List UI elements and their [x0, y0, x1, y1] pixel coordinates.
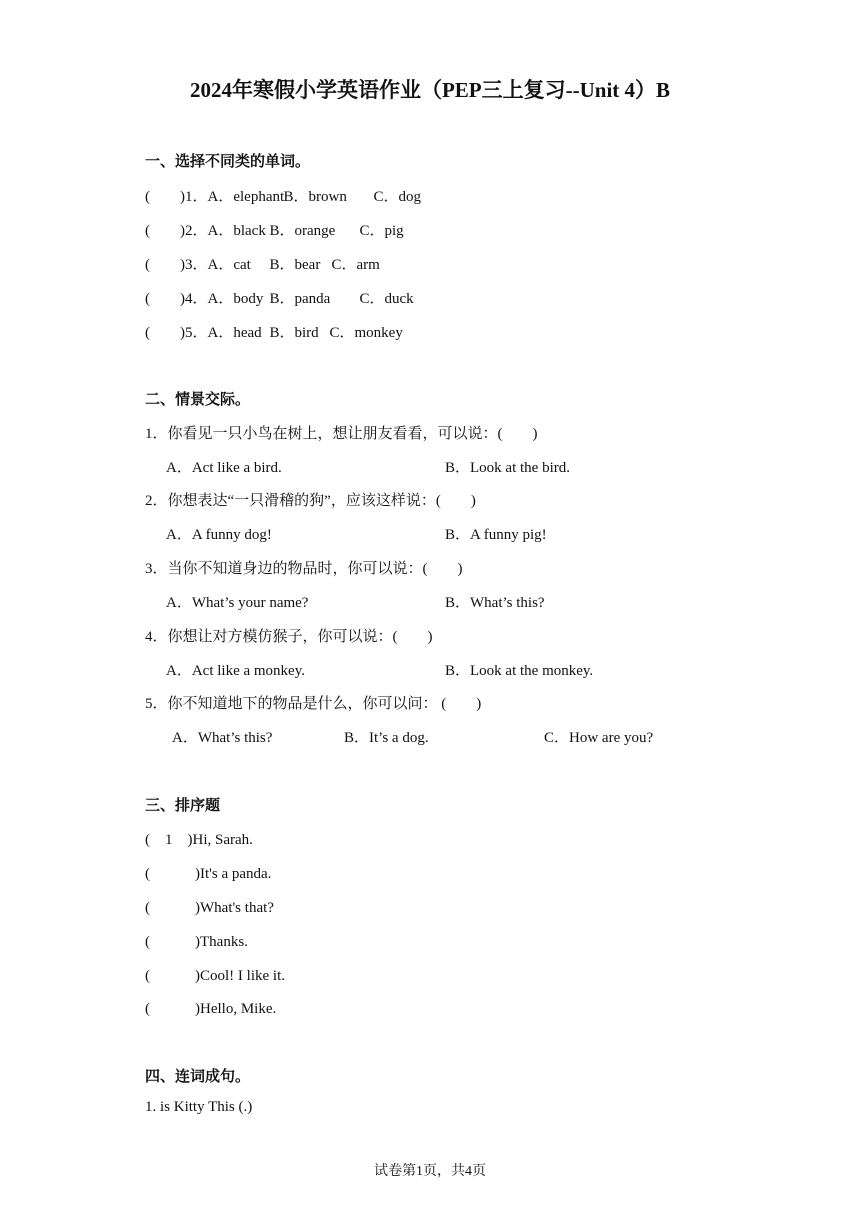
s1-question-1 — [145, 185, 421, 206]
option-b: B．bird — [269, 325, 319, 341]
option-a: A．cat — [207, 257, 251, 273]
order-blank: ( ) — [145, 1001, 200, 1017]
dialogue-line: It's a panda. — [200, 866, 272, 882]
option-c: C．arm — [331, 257, 380, 273]
s1-question-3 — [145, 253, 380, 274]
order-blank: ( ) — [145, 934, 200, 950]
s2-q5-option-c: C．How are you? — [544, 730, 654, 746]
question-number: ( )4． — [145, 291, 208, 307]
question-number: ( )1． — [145, 189, 208, 205]
option-b: B．orange — [269, 223, 336, 239]
s3-item-2 — [145, 862, 271, 883]
option-b: B．brown — [283, 189, 347, 205]
s2-question-2: 2．你想表达“一只滑稽的狗”，应该这样说：( ) — [145, 493, 476, 509]
s3-item-3 — [145, 896, 274, 917]
s2-question-1: 1．你看见一只小鸟在树上，想让朋友看看，可以说：( ) — [145, 426, 538, 442]
page-title: 2024年寒假小学英语作业（PEP三上复习--Unit 4）B — [189, 78, 671, 102]
section-1-heading: 一、选择不同类的单词。 — [145, 154, 311, 170]
s2-q1-option-b: B．Look at the bird. — [445, 460, 570, 476]
section-4-heading: 四、连词成句。 — [145, 1069, 251, 1085]
dialogue-line: What's that? — [200, 900, 274, 916]
question-number: ( )3． — [145, 257, 208, 273]
s2-q2-option-a: A．A funny dog! — [166, 527, 272, 543]
s3-item-5 — [145, 964, 285, 985]
section-3-heading: 三、排序题 — [145, 798, 221, 814]
s2-q5-option-a: A．What’s this? — [172, 730, 273, 746]
s2-q5-option-b: B．It’s a dog. — [344, 730, 429, 746]
s2-q3-option-a: A．What’s your name? — [166, 595, 309, 611]
option-c: C．pig — [359, 223, 404, 239]
s3-item-1 — [145, 828, 253, 849]
s2-q4-option-b: B．Look at the monkey. — [445, 663, 594, 679]
s2-q3-option-b: B．What’s this? — [445, 595, 545, 611]
s3-item-4 — [145, 930, 248, 951]
order-blank: ( ) — [145, 866, 200, 882]
option-a: A．black — [207, 223, 266, 239]
dialogue-line: Cool! I like it. — [200, 968, 285, 984]
s2-question-5: 5．你不知道地下的物品是什么，你可以问： ( ) — [145, 696, 482, 712]
s2-question-4: 4．你想让对方模仿猴子，你可以说：( ) — [145, 629, 433, 645]
dialogue-line: Thanks. — [200, 934, 248, 950]
order-blank: ( ) — [145, 968, 200, 984]
option-c: C．monkey — [329, 325, 403, 341]
order-blank: ( ) — [145, 900, 200, 916]
section-2-heading: 二、情景交际。 — [145, 392, 251, 408]
option-a: A．body — [207, 291, 264, 307]
s2-q1-option-a: A．Act like a bird. — [166, 460, 282, 476]
s1-question-2 — [145, 219, 404, 240]
s1-question-4 — [145, 287, 414, 308]
option-b: B．panda — [269, 291, 331, 307]
option-a: A．head — [207, 325, 262, 341]
s3-item-6 — [145, 997, 276, 1018]
option-c: C．dog — [373, 189, 422, 205]
dialogue-line: Hi, Sarah. — [192, 832, 253, 848]
question-number: ( )2． — [145, 223, 208, 239]
option-a: A．elephant — [207, 189, 285, 205]
s1-question-5 — [145, 321, 403, 342]
dialogue-line: Hello, Mike. — [200, 1001, 277, 1017]
s2-question-3: 3．当你不知道身边的物品时，你可以说：( ) — [145, 561, 463, 577]
page-footer: 试卷第1页，共4页 — [374, 1164, 486, 1179]
s4-question-1: 1. is Kitty This (.) — [145, 1099, 253, 1115]
question-number: ( )5． — [145, 325, 208, 341]
option-b: B．bear — [269, 257, 321, 273]
s2-q2-option-b: B．A funny pig! — [445, 527, 547, 543]
order-blank: ( 1 ) — [145, 832, 193, 848]
s2-q4-option-a: A．Act like a monkey. — [166, 663, 305, 679]
option-c: C．duck — [359, 291, 414, 307]
